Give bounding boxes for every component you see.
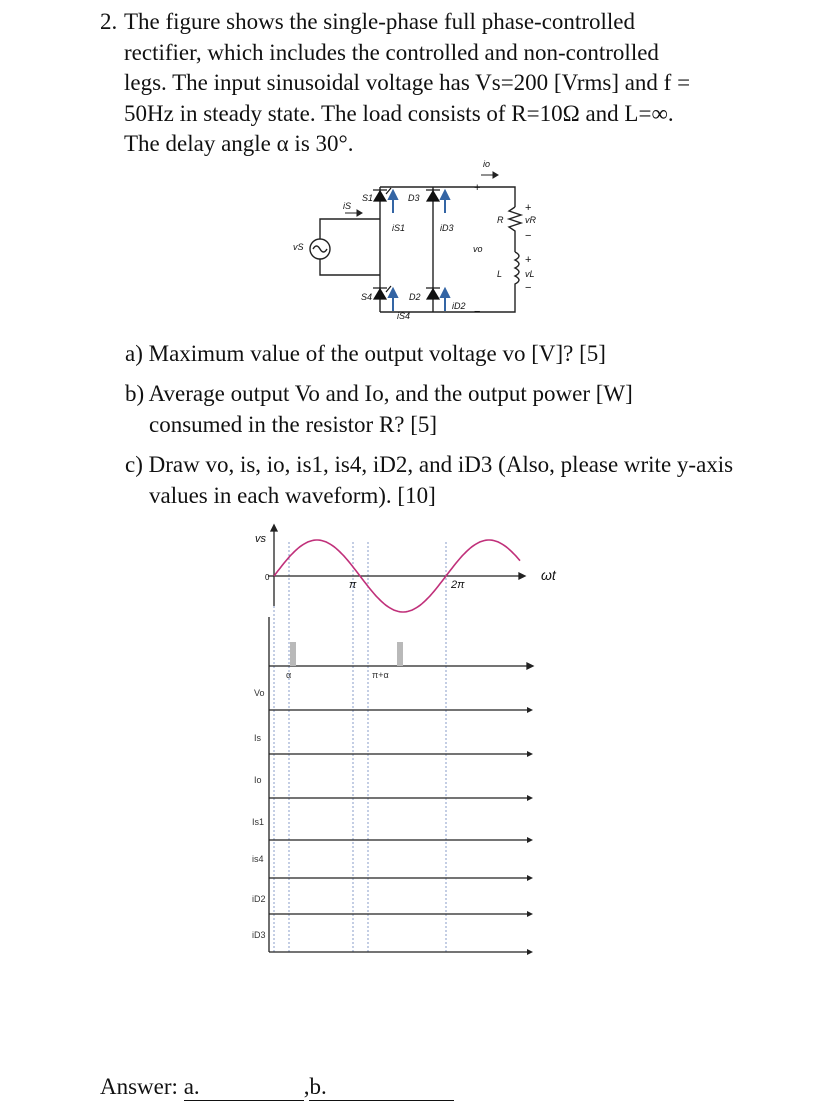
row-label-io: Io (254, 775, 262, 785)
label-s4: S4 (361, 292, 373, 302)
waveform-row-arrow-3 (527, 795, 533, 801)
label-io: io (483, 159, 491, 169)
part-b-line-1: b) Average output Vo and Io, and the output power [W] (125, 381, 633, 406)
pi-plus-alpha-label: π+α (372, 670, 389, 680)
diode-d2 (427, 289, 439, 299)
row-label-is: Is (254, 733, 262, 743)
label-is4: iS4 (397, 311, 411, 321)
row-label-is1: Is1 (252, 817, 265, 827)
gate-pulse-s1 (290, 642, 296, 666)
two-pi-label: 2π (451, 579, 465, 591)
thyristor-s4 (374, 289, 386, 299)
question-intro (100, 7, 780, 160)
waveform-row-arrow-7 (527, 949, 533, 955)
sine-glyph (313, 246, 327, 252)
omega-t-label: ωt (541, 567, 556, 583)
vr-minus: − (525, 230, 532, 242)
diode-d3 (427, 191, 439, 201)
row-label-id3: iD3 (252, 930, 266, 940)
waveform-grid (245, 522, 575, 962)
part-a: a) Maximum value of the output voltage vo [V]? [5] (125, 341, 606, 366)
vo-minus: − (474, 306, 481, 318)
intro-line-1: The figure shows the single-phase full phase-controlled (124, 9, 635, 34)
label-vr: vR (525, 215, 536, 225)
waveform-row-arrow-1 (527, 707, 533, 713)
answer-a-field[interactable] (184, 1074, 304, 1101)
label-vs: vS (293, 242, 304, 252)
answer-separator: , (303, 1074, 310, 1099)
question-number: 2. (100, 9, 118, 34)
row-label-id2: iD2 (252, 894, 266, 904)
waveform-row-arrow-6 (527, 911, 533, 917)
answer-line (100, 1074, 454, 1101)
label-s1: S1 (362, 193, 374, 203)
label-r: R (497, 215, 504, 225)
label-d2: D2 (409, 292, 421, 302)
wire-bottom-left (320, 259, 380, 275)
vs-label: vs (255, 533, 266, 545)
answer-b-field[interactable] (309, 1074, 454, 1101)
gate-pulse-s4 (397, 642, 403, 666)
vo-plus: + (474, 182, 481, 194)
resistor-symbol (509, 207, 521, 252)
answer-b-label: b. (309, 1074, 327, 1099)
wire-top-left (320, 219, 380, 239)
waveform-row-arrow-4 (527, 837, 533, 843)
row-label-vo: Vo (254, 688, 265, 698)
label-vl: vL (525, 269, 535, 279)
intro-line-4: 50Hz in steady state. The load consists of R=10Ω and L=∞. (124, 100, 674, 126)
part-b-line-2: consumed in the resistor R? [5] (149, 412, 438, 437)
rectifier-circuit-diagram (285, 157, 545, 329)
intro-line-2: rectifier, which includes the controlled and non-controlled (124, 39, 659, 65)
label-l: L (497, 269, 503, 279)
waveform-row-arrow-5 (527, 875, 533, 881)
alpha-label: α (286, 670, 292, 680)
label-is: iS (343, 201, 352, 211)
vr-plus: + (525, 202, 532, 214)
label-id3: iD3 (440, 223, 454, 233)
intro-line-3: legs. The input sinusoidal voltage has Vs=200 [Vrms] and f = (124, 70, 691, 95)
intro-line-5: The delay angle α is 30°. (124, 131, 354, 156)
zero-label: 0 (265, 573, 270, 582)
vl-plus: + (525, 254, 532, 266)
pi-label: π (349, 579, 357, 591)
label-id2: iD2 (452, 301, 466, 311)
part-c-line-1: c) Draw vo, is, io, is1, is4, iD2, and iD3 (Also, please write y-axis (125, 452, 734, 477)
label-d3: D3 (408, 193, 420, 203)
sub-questions (125, 338, 765, 520)
row-label-is4: is4 (252, 854, 264, 864)
waveform-row-arrow-2 (527, 751, 533, 757)
label-is1: iS1 (392, 223, 406, 233)
label-vo: vo (473, 244, 483, 254)
inductor-symbol (515, 252, 519, 289)
answer-a-label: a. (183, 1074, 200, 1099)
thyristor-s1 (374, 191, 386, 201)
part-c-line-2: values in each waveform). [10] (149, 483, 436, 508)
vl-minus: − (525, 282, 532, 294)
answer-label: Answer: (100, 1074, 178, 1099)
